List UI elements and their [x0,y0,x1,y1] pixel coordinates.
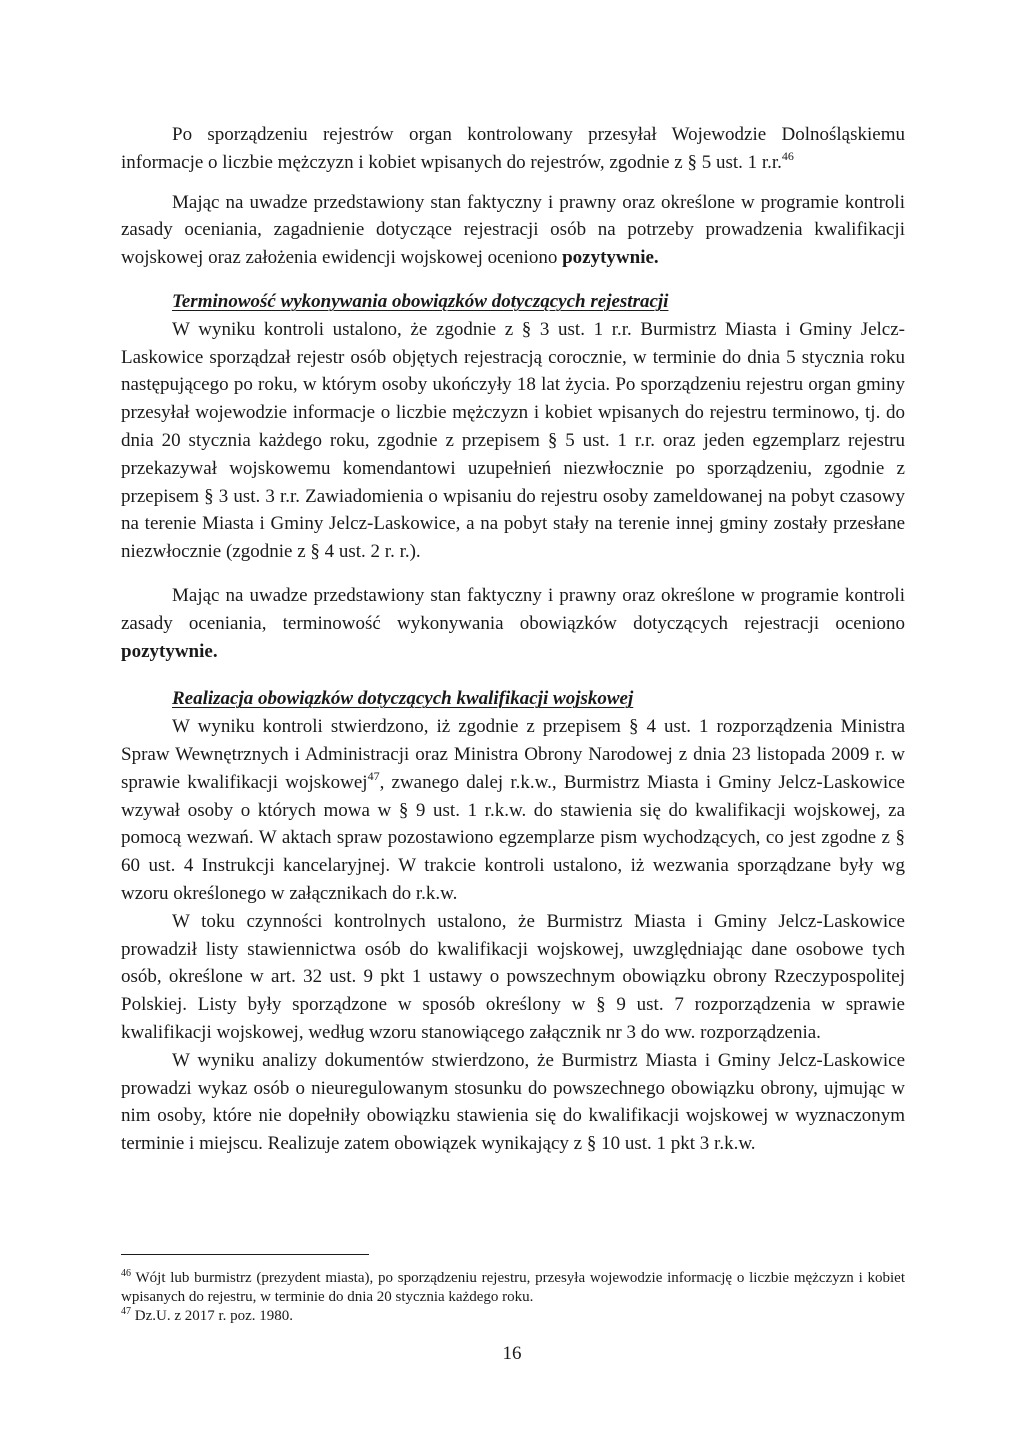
footnotes-section [121,1254,905,1326]
footnote-ref-46[interactable]: 46 [781,148,794,163]
section-heading-military-qualification: Realizacja obowiązków dotyczących kwalifikacji wojskowej [172,688,634,710]
footnote-ref-47[interactable]: 47 [367,768,380,783]
footnote-46: $^{46}$ Wójt lub burmistrz (prezydent miasta), po sporządzeniu rejestru, przesyła wojewodzie informację o liczbie mężczyzn i kobiet wpisanych do rejestru, w terminie do dnia 20 stycznia każdego roku. [121,1268,905,1305]
assessment-result: pozytywnie. [562,247,659,269]
paragraph-qualification-summons: W wyniku kontroli stwierdzono, iż zgodnie z przepisem § 4 ust. 1 rozporządzenia Ministra Spraw Wewnętrznych i Administracji oraz Ministra Obrony Narodowej z dnia 23 listopada 2009 r. w sprawie kwalifikacji wojskowej$^{47}$, zwanego dalej r.k.w., Burmistrz Miasta i Gminy Jelcz-Laskowice wzywał osoby o których mowa w § 9 ust. 1 r.k.w. do stawienia się do kwalifikacji wojskowej, za pomocą wezwań. W aktach spraw pozostawiono egzemplarze pism wychodzących, co jest zgodne z § 60 ust. 4 Instrukcji kancelaryjnej. W trakcie kontroli ustalono, iż wezwania sporządzane były wg wzoru określonego w załącznikach do r.k.w. [121,716,905,904]
section-heading-timeliness: Terminowość wykonywania obowiązków dotyczących rejestracji [172,290,669,312]
paragraph-timeliness-findings: W wyniku kontroli ustalono, że zgodnie z § 3 ust. 1 r.r. Burmistrz Miasta i Gminy Jelcz-Laskowice sporządzał rejestr osób objętych rejestracją corocznie, w terminie do dnia 5 stycznia roku następującego po roku, w którym osoby ukończyły 18 lat życia. Po sporządzeniu rejestru organ gminy przesyłał wojewodzie informacje o liczbie mężczyzn i kobiet wpisanych do rejestru terminowo, tj. do dnia 20 stycznia każdego roku, zgodnie z przepisem § 5 ust. 1 r.r. oraz jeden egzemplarz rejestru przekazywał wojskowemu komendantowi uzupełnień niezwłocznie po sporządzeniu, zgodnie z przepisem § 3 ust. 3 r.r. Zawiadomienia o wpisaniu do rejestru osoby zameldowanej na pobyt czasowy na terenie Miasta i Gminy Jelcz-Laskowice, a na pobyt stały na terenie innej gminy zostały przesłane niezwłocznie (zgodnie z § 4 ust. 2 r. r.). [121,318,905,563]
footnote-47: $^{47}$ Dz.U. z 2017 r. poz. 1980. [121,1306,294,1324]
paragraph-registry-reporting: Po sporządzeniu rejestrów organ kontrolowany przesyłał Wojewodzie Dolnośląskiemu informacje o liczbie mężczyzn i kobiet wpisanych do rejestrów, zgodnie z § 5 ust. 1 r.r.$^{46}$ [121,124,905,173]
paragraph-assessment-timeliness: Mając na uwadze przedstawiony stan faktyczny i prawny oraz określone w programie kontroli zasady oceniania, terminowość wykonywania obowiązków dotyczących rejestracji oceniono pozytywnie. [121,584,905,662]
assessment-result: pozytywnie. [121,640,218,662]
footnote-divider [121,1254,369,1255]
paragraph-unregulated-persons: W wyniku analizy dokumentów stwierdzono, że Burmistrz Miasta i Gminy Jelcz-Laskowice prowadzi wykaz osób o nieuregulowanym stosunku do powszechnego obowiązku obrony, ujmując w nim osoby, które nie dopełniły obowiązku stawienia się do kwalifikacji wojskowej w wyznaczonym terminie i miejscu. Realizuje zatem obowiązek wynikający z § 10 ust. 1 pkt 3 r.k.w. [121,1049,905,1155]
paragraph-attendance-lists: W toku czynności kontrolnych ustalono, że Burmistrz Miasta i Gminy Jelcz-Laskowice prowadził listy stawiennictwa osób do kwalifikacji wojskowej, uwzględniając dane osobowe tych osób, określone w art. 32 ust. 9 pkt 1 ustawy o powszechnym obowiązku obrony Rzeczypospolitej Polskiej. Listy były sporządzone w sposób określony w § 9 ust. 7 rozporządzenia w sprawie kwalifikacji wojskowej, według wzoru stanowiącego załącznik nr 3 do ww. rozporządzenia. [121,910,905,1043]
page-number: 16 [502,1343,522,1364]
document-body [121,121,905,1158]
paragraph-assessment-registration: Mając na uwadze przedstawiony stan faktyczny i prawny oraz określone w programie kontroli zasady oceniania, zagadnienie dotyczące rejestracji osób na potrzeby prowadzenia kwalifikacji wojskowej oraz założenia ewidencji wojskowej oceniono pozytywnie. [121,191,905,269]
